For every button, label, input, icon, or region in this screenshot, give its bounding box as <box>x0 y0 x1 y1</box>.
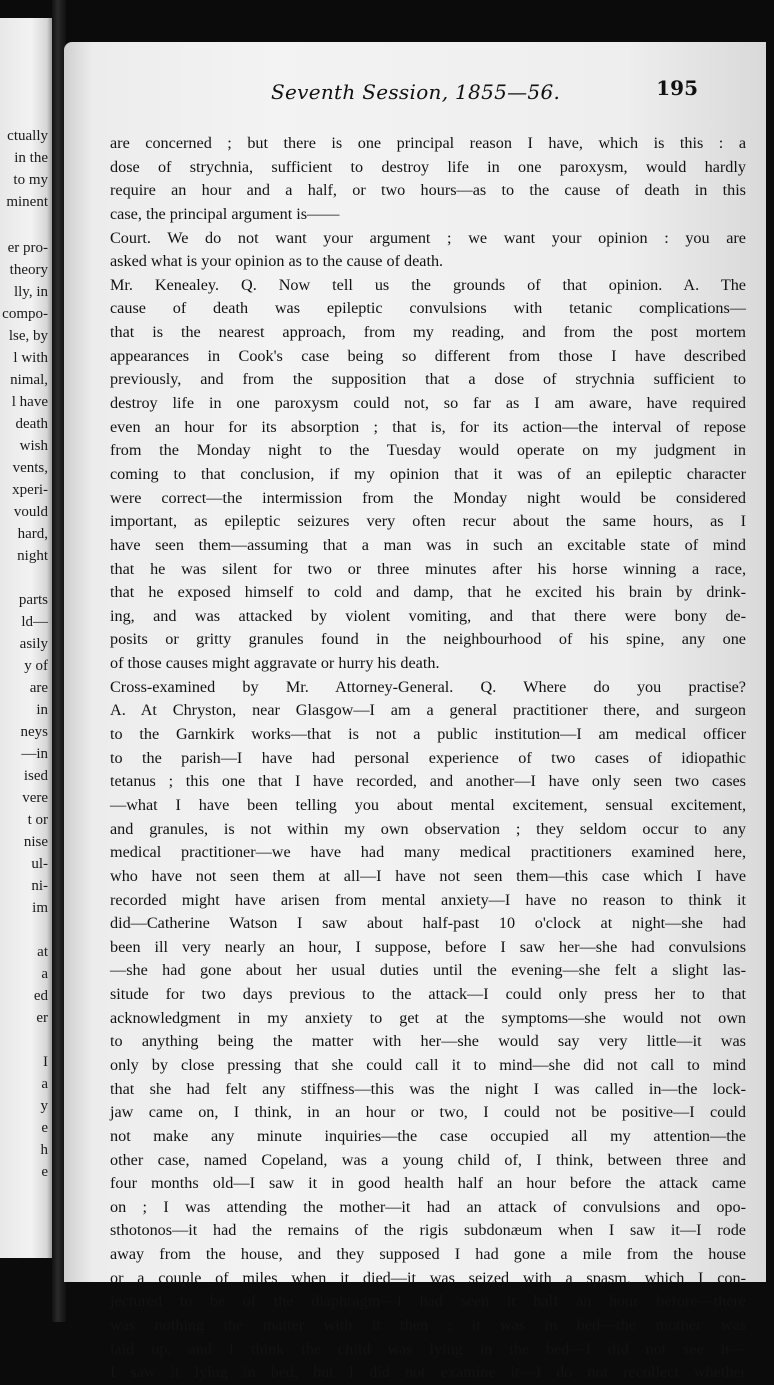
text-line: to the parish—I have had personal experience of two cases of idiopathic <box>110 748 746 767</box>
facing-page-fragment: at <box>37 944 48 960</box>
text-line: from the Monday night to the Tuesday would operate on my judgment in <box>110 441 746 460</box>
text-line: or a couple of miles when it died—it was seized with a spasm, which I con- <box>110 1268 746 1287</box>
text-line: destroy life in one paroxysm could not, so far as I am aware, have required <box>110 394 746 413</box>
facing-page-fragment: nimal, <box>10 372 48 388</box>
text-line: important, as epileptic seizures very often recur about the same hours, as I <box>110 512 746 531</box>
text-line: are concerned ; but there is one principal reason I have, which is this : a <box>110 134 746 152</box>
text-line: was nothing the matter with it then ; it was in bed—the mother was <box>110 1316 746 1335</box>
facing-page-fragment: —in <box>21 746 48 762</box>
facing-page-fragment: y <box>40 1098 48 1114</box>
text-line: and granules, is not within my own observation ; they seldom occur to any <box>110 819 746 838</box>
text-line: —what I have been telling you about mental excitement, sensual excitement, <box>110 795 746 814</box>
text-line: jaw came on, I think, in an hour or two, I could not be positive—I could <box>110 1103 746 1122</box>
facing-page-fragment: ld— <box>21 614 48 630</box>
text-line: were correct—the intermission from the Monday night would be considered <box>110 488 746 507</box>
facing-page-fragment: l have <box>11 394 48 410</box>
text-line: that he was silent for two or three minutes after his horse winning a race, <box>110 559 746 578</box>
facing-page-fragment: compo- <box>2 306 48 322</box>
facing-page-fragment: ni- <box>31 878 48 894</box>
text-line: acknowledgment in my anxiety to get at the symptoms—she would not own <box>110 1008 746 1027</box>
text-line: sthotonos—it had the remains of the rigis subdonæum when I saw it—I rode <box>110 1221 746 1240</box>
facing-page-fragment: a <box>41 1076 48 1092</box>
facing-page-fragment: theory <box>9 262 48 278</box>
text-line: dose of strychnia, sufficient to destroy life in one paroxysm, would hardly <box>110 157 746 176</box>
text-line: appearances in Cook's case being so different from those I have described <box>110 346 746 365</box>
facing-page-fragment: im <box>32 900 48 916</box>
facing-page-fragment: l with <box>13 350 48 366</box>
facing-page-fragment: wish <box>19 438 48 454</box>
text-line: require an hour and a half, or two hours—as to the cause of death in this <box>110 181 746 200</box>
facing-page-fragment: lly, in <box>13 284 48 300</box>
text-line: other case, named Copeland, was a young child of, I think, between three and <box>110 1150 746 1169</box>
facing-page-fragment: xperi- <box>12 482 48 498</box>
facing-page-fragment: er pro- <box>7 240 48 256</box>
facing-page-fragment: to my <box>13 172 48 188</box>
text-line: that is the nearest approach, from my reading, and from the post mortem <box>110 323 746 342</box>
facing-page-fragment: neys <box>20 724 48 740</box>
running-title: Seventh Session, 1855—56. <box>271 80 561 104</box>
facing-page-fragment: ctually <box>7 128 48 144</box>
text-line: only by close pressing that she could call it to mind—she did not call to mind <box>110 1055 746 1074</box>
facing-page-fragment: lse, by <box>8 328 48 344</box>
facing-page-fragment: ised <box>23 768 48 784</box>
text-line: that she had felt any stiffness—this was the night I was called in—the lock- <box>110 1079 746 1098</box>
text-line: been ill very nearly an hour, I suppose, before I saw her—she had convulsions <box>110 937 746 956</box>
facing-page-fragment: vere <box>22 790 48 806</box>
text-line: Court. We do not want your argument ; we want your opinion : you are <box>110 228 746 247</box>
text-line: laid up, and I think the child was lying in the bed—I did not see it— <box>110 1339 746 1358</box>
text-line: even an hour for its absorption ; that is, for its action—the interval of repose <box>110 417 746 436</box>
text-line: asked what is your opinion as to the cause of death. <box>110 252 444 271</box>
facing-page-fragment: parts <box>18 592 48 608</box>
text-line: away from the house, and they supposed I had gone a mile from the house <box>110 1245 746 1264</box>
facing-page-fragment: ul- <box>31 856 48 872</box>
text-line: recorded might have arisen from mental anxiety—I have no reason to think it <box>110 890 746 909</box>
text-line: —she had gone about her usual duties until the evening—she felt a slight las- <box>110 961 746 980</box>
facing-page-fragment: a <box>41 966 48 982</box>
facing-page-fragment: vould <box>13 504 48 520</box>
text-line: that he exposed himself to cold and damp, that he excited his brain by drink- <box>110 583 746 602</box>
text-line: have seen them—assuming that a man was in such an excitable state of mind <box>110 535 746 554</box>
text-line: not make any minute inquiries—the case occupied all my attention—the <box>110 1126 746 1145</box>
text-line: four months old—I saw it in good health half an hour before the attack came <box>110 1174 746 1193</box>
facing-page-fragment: are <box>29 680 48 696</box>
page-header <box>64 76 766 110</box>
text-line: medical practitioner—we have had many medical practitioners examined here, <box>110 843 746 862</box>
text-line: to anything being the matter with her—she would say very little—it was <box>110 1032 746 1051</box>
text-line: who have not seen them at all—I have not seen them—this case which I have <box>110 866 746 885</box>
facing-page-fragment: y of <box>24 658 48 674</box>
facing-page-fragment: asily <box>19 636 48 652</box>
text-line: on ; I was attending the mother—it had an attack of convulsions and opo- <box>110 1197 746 1216</box>
text-line: A. At Chryston, near Glasgow—I am a general practitioner there, and surgeon <box>110 701 746 720</box>
text-line: I saw it lying in bed, but I did not examine it—I do not recollect whether <box>110 1363 746 1382</box>
text-line: coming to that conclusion, if my opinion that it was of an epileptic character <box>110 464 746 483</box>
facing-page-fragment: ed <box>33 988 48 1004</box>
facing-page-fragment: I <box>43 1054 48 1070</box>
body-text <box>110 132 746 1385</box>
text-line: cause of death was epileptic convulsions with tetanic complications— <box>110 299 746 318</box>
facing-page-fragment: nise <box>23 834 48 850</box>
facing-page-fragment: e <box>41 1120 48 1136</box>
text-line: jectured to be of the diaphragm—I had seen it half an hour before—there <box>110 1292 746 1311</box>
text-line: situde for two days previous to the attack—I could only press her to that <box>110 985 746 1004</box>
page-number: 195 <box>656 76 698 100</box>
facing-page-fragment: death <box>15 416 48 432</box>
facing-page-fragment: hard, <box>17 526 48 542</box>
facing-page-fragment: in the <box>14 150 48 166</box>
text-line: previously, and from the supposition that a dose of strychnia sufficient to <box>110 370 746 389</box>
facing-page-fragment: h <box>40 1142 48 1158</box>
book-page <box>64 42 766 1382</box>
facing-page-fragment: vents, <box>12 460 48 476</box>
facing-page-fragment: night <box>17 548 48 564</box>
text-line: ing, and was attacked by violent vomiting, and that there were bony de- <box>110 606 746 625</box>
facing-page-fragment: e <box>41 1164 48 1180</box>
text-line: to the Garnkirk works—that is not a public institution—I am medical officer <box>110 725 746 744</box>
facing-page-fragment: minent <box>6 194 48 210</box>
facing-page-fragment: t or <box>27 812 48 828</box>
text-line: of those causes might aggravate or hurry his death. <box>110 654 440 673</box>
text-line: did—Catherine Watson I saw about half-past 10 o'clock at night—she had <box>110 914 746 933</box>
facing-page-edge <box>0 18 52 1258</box>
text-line: Mr. Kenealey. Q. Now tell us the grounds of that opinion. A. The <box>110 275 746 294</box>
text-line: tetanus ; this one that I have recorded, and another—I have only seen two cases <box>110 772 746 791</box>
text-line: posits or gritty granules found in the neighbourhood of his spine, any one <box>110 630 746 649</box>
facing-page-fragment: in <box>36 702 48 718</box>
text-line: Cross-examined by Mr. Attorney-General. Q. Where do you practise? <box>110 677 746 696</box>
text-line: case, the principal argument is—— <box>110 204 340 223</box>
facing-page-fragment: er <box>36 1010 48 1026</box>
